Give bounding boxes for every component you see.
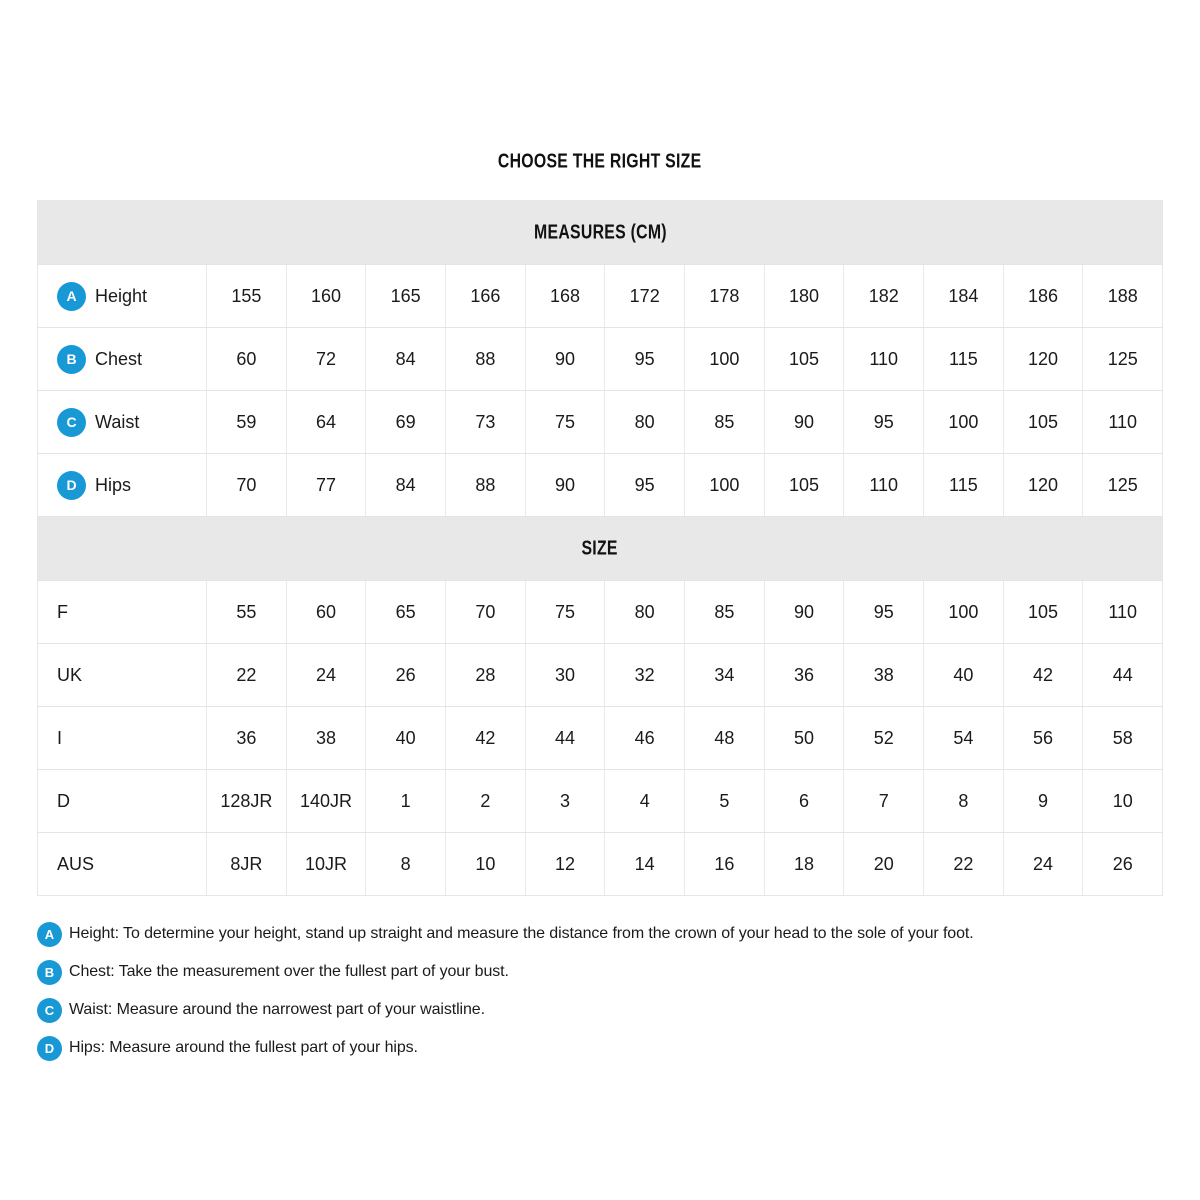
table-row	[38, 390, 1162, 453]
row-label: F	[57, 601, 68, 622]
value-cell: 178	[684, 265, 764, 327]
size-rows	[38, 580, 1162, 895]
value-cell: 110	[1082, 581, 1162, 643]
value-cell: 8	[365, 833, 445, 895]
value-cell: 55	[206, 581, 286, 643]
value-cell: 30	[525, 644, 605, 706]
value-cell: 125	[1082, 454, 1162, 516]
size-section-header	[38, 516, 1162, 580]
row-label-cell	[38, 707, 206, 769]
value-cell: 84	[365, 328, 445, 390]
measures-section-header	[38, 201, 1162, 264]
measure-badge-icon: D	[57, 471, 86, 500]
size-header-text: SIZE	[581, 536, 619, 560]
value-cell: 95	[843, 581, 923, 643]
value-cell: 188	[1082, 265, 1162, 327]
value-cell: 56	[1003, 707, 1083, 769]
row-label: Hips	[95, 474, 132, 495]
value-cell: 73	[445, 391, 525, 453]
value-cell: 184	[923, 265, 1003, 327]
value-cell: 90	[764, 391, 844, 453]
row-label-cell	[38, 644, 206, 706]
value-cell: 8	[923, 770, 1003, 832]
value-cell: 59	[206, 391, 286, 453]
value-cell: 38	[843, 644, 923, 706]
row-label: D	[57, 790, 70, 811]
value-cell: 168	[525, 265, 605, 327]
value-cell: 160	[286, 265, 366, 327]
value-cell: 165	[365, 265, 445, 327]
value-cell: 2	[445, 770, 525, 832]
footnotes	[37, 915, 1200, 1067]
table-row	[38, 832, 1162, 895]
value-cell: 60	[206, 328, 286, 390]
value-cell: 26	[365, 644, 445, 706]
table-row	[38, 643, 1162, 706]
row-label-cell	[38, 328, 206, 390]
size-table	[37, 200, 1163, 896]
measure-badge-icon: B	[57, 345, 86, 374]
value-cell: 155	[206, 265, 286, 327]
value-cell: 80	[604, 581, 684, 643]
row-label-cell	[38, 770, 206, 832]
value-cell: 84	[365, 454, 445, 516]
value-cell: 3	[525, 770, 605, 832]
value-cell: 125	[1082, 328, 1162, 390]
value-cell: 77	[286, 454, 366, 516]
row-label: AUS	[57, 853, 95, 874]
footnote-text: Chest: Take the measurement over the fullest part of your bust.	[69, 963, 509, 980]
value-cell: 70	[445, 581, 525, 643]
value-cell: 85	[684, 581, 764, 643]
value-cell: 72	[286, 328, 366, 390]
value-cell: 80	[604, 391, 684, 453]
value-cell: 40	[365, 707, 445, 769]
footnote-badge-icon: A	[37, 922, 62, 947]
footnote-badge-icon: C	[37, 998, 62, 1023]
measure-badge-icon: A	[57, 282, 86, 311]
value-cell: 54	[923, 707, 1003, 769]
footnote	[37, 953, 1200, 991]
value-cell: 88	[445, 454, 525, 516]
value-cell: 186	[1003, 265, 1083, 327]
value-cell: 22	[206, 644, 286, 706]
row-label: Waist	[95, 411, 140, 432]
value-cell: 38	[286, 707, 366, 769]
measure-rows	[38, 264, 1162, 516]
row-label: UK	[57, 664, 83, 685]
value-cell: 10	[1082, 770, 1162, 832]
value-cell: 90	[764, 581, 844, 643]
value-cell: 44	[1082, 644, 1162, 706]
footnote	[37, 1029, 1200, 1067]
table-row	[38, 706, 1162, 769]
value-cell: 75	[525, 581, 605, 643]
value-cell: 110	[843, 328, 923, 390]
value-cell: 36	[764, 644, 844, 706]
value-cell: 180	[764, 265, 844, 327]
value-cell: 105	[764, 454, 844, 516]
value-cell: 7	[843, 770, 923, 832]
value-cell: 95	[604, 328, 684, 390]
value-cell: 12	[525, 833, 605, 895]
value-cell: 44	[525, 707, 605, 769]
table-row	[38, 264, 1162, 327]
value-cell: 40	[923, 644, 1003, 706]
row-label: Chest	[95, 348, 143, 369]
page-title-text: CHOOSE THE RIGHT SIZE	[498, 149, 702, 173]
table-row	[38, 769, 1162, 832]
value-cell: 32	[604, 644, 684, 706]
row-label: Height	[95, 285, 148, 306]
value-cell: 5	[684, 770, 764, 832]
footnote-badge-icon: B	[37, 960, 62, 985]
footnote-text: Hips: Measure around the fullest part of your hips.	[69, 1039, 418, 1056]
value-cell: 69	[365, 391, 445, 453]
value-cell: 6	[764, 770, 844, 832]
value-cell: 28	[445, 644, 525, 706]
value-cell: 4	[604, 770, 684, 832]
value-cell: 24	[286, 644, 366, 706]
measure-badge-icon: C	[57, 408, 86, 437]
value-cell: 58	[1082, 707, 1162, 769]
row-label-cell	[38, 833, 206, 895]
value-cell: 120	[1003, 454, 1083, 516]
footnote	[37, 991, 1200, 1029]
value-cell: 60	[286, 581, 366, 643]
row-label-cell	[38, 391, 206, 453]
value-cell: 100	[923, 391, 1003, 453]
footnote-text: Height: To determine your height, stand up straight and measure the distance from the crown of your head to the sole of your foot.	[69, 925, 974, 942]
value-cell: 16	[684, 833, 764, 895]
table-row	[38, 453, 1162, 516]
row-label-cell	[38, 454, 206, 516]
value-cell: 140JR	[286, 770, 366, 832]
value-cell: 88	[445, 328, 525, 390]
value-cell: 42	[1003, 644, 1083, 706]
value-cell: 110	[843, 454, 923, 516]
value-cell: 42	[445, 707, 525, 769]
footnote-badge-icon: D	[37, 1036, 62, 1061]
value-cell: 18	[764, 833, 844, 895]
value-cell: 65	[365, 581, 445, 643]
value-cell: 95	[604, 454, 684, 516]
value-cell: 26	[1082, 833, 1162, 895]
value-cell: 85	[684, 391, 764, 453]
measures-header-text: MEASURES (CM)	[533, 220, 667, 244]
value-cell: 75	[525, 391, 605, 453]
value-cell: 8JR	[206, 833, 286, 895]
value-cell: 90	[525, 328, 605, 390]
value-cell: 110	[1082, 391, 1162, 453]
value-cell: 105	[1003, 391, 1083, 453]
footnote	[37, 915, 1200, 953]
value-cell: 100	[923, 581, 1003, 643]
value-cell: 115	[923, 328, 1003, 390]
row-label: I	[57, 727, 63, 748]
row-label-cell	[38, 581, 206, 643]
value-cell: 172	[604, 265, 684, 327]
value-cell: 70	[206, 454, 286, 516]
value-cell: 105	[1003, 581, 1083, 643]
value-cell: 48	[684, 707, 764, 769]
value-cell: 115	[923, 454, 1003, 516]
value-cell: 105	[764, 328, 844, 390]
value-cell: 95	[843, 391, 923, 453]
value-cell: 9	[1003, 770, 1083, 832]
value-cell: 46	[604, 707, 684, 769]
value-cell: 166	[445, 265, 525, 327]
value-cell: 52	[843, 707, 923, 769]
value-cell: 100	[684, 454, 764, 516]
value-cell: 36	[206, 707, 286, 769]
value-cell: 24	[1003, 833, 1083, 895]
value-cell: 34	[684, 644, 764, 706]
value-cell: 90	[525, 454, 605, 516]
value-cell: 64	[286, 391, 366, 453]
table-row	[38, 580, 1162, 643]
value-cell: 100	[684, 328, 764, 390]
value-cell: 14	[604, 833, 684, 895]
footnote-text: Waist: Measure around the narrowest part of your waistline.	[69, 1001, 485, 1018]
value-cell: 1	[365, 770, 445, 832]
table-row	[38, 327, 1162, 390]
row-label-cell	[38, 265, 206, 327]
value-cell: 22	[923, 833, 1003, 895]
value-cell: 10JR	[286, 833, 366, 895]
value-cell: 10	[445, 833, 525, 895]
value-cell: 20	[843, 833, 923, 895]
page-title	[0, 0, 1200, 172]
value-cell: 120	[1003, 328, 1083, 390]
value-cell: 128JR	[206, 770, 286, 832]
value-cell: 50	[764, 707, 844, 769]
value-cell: 182	[843, 265, 923, 327]
